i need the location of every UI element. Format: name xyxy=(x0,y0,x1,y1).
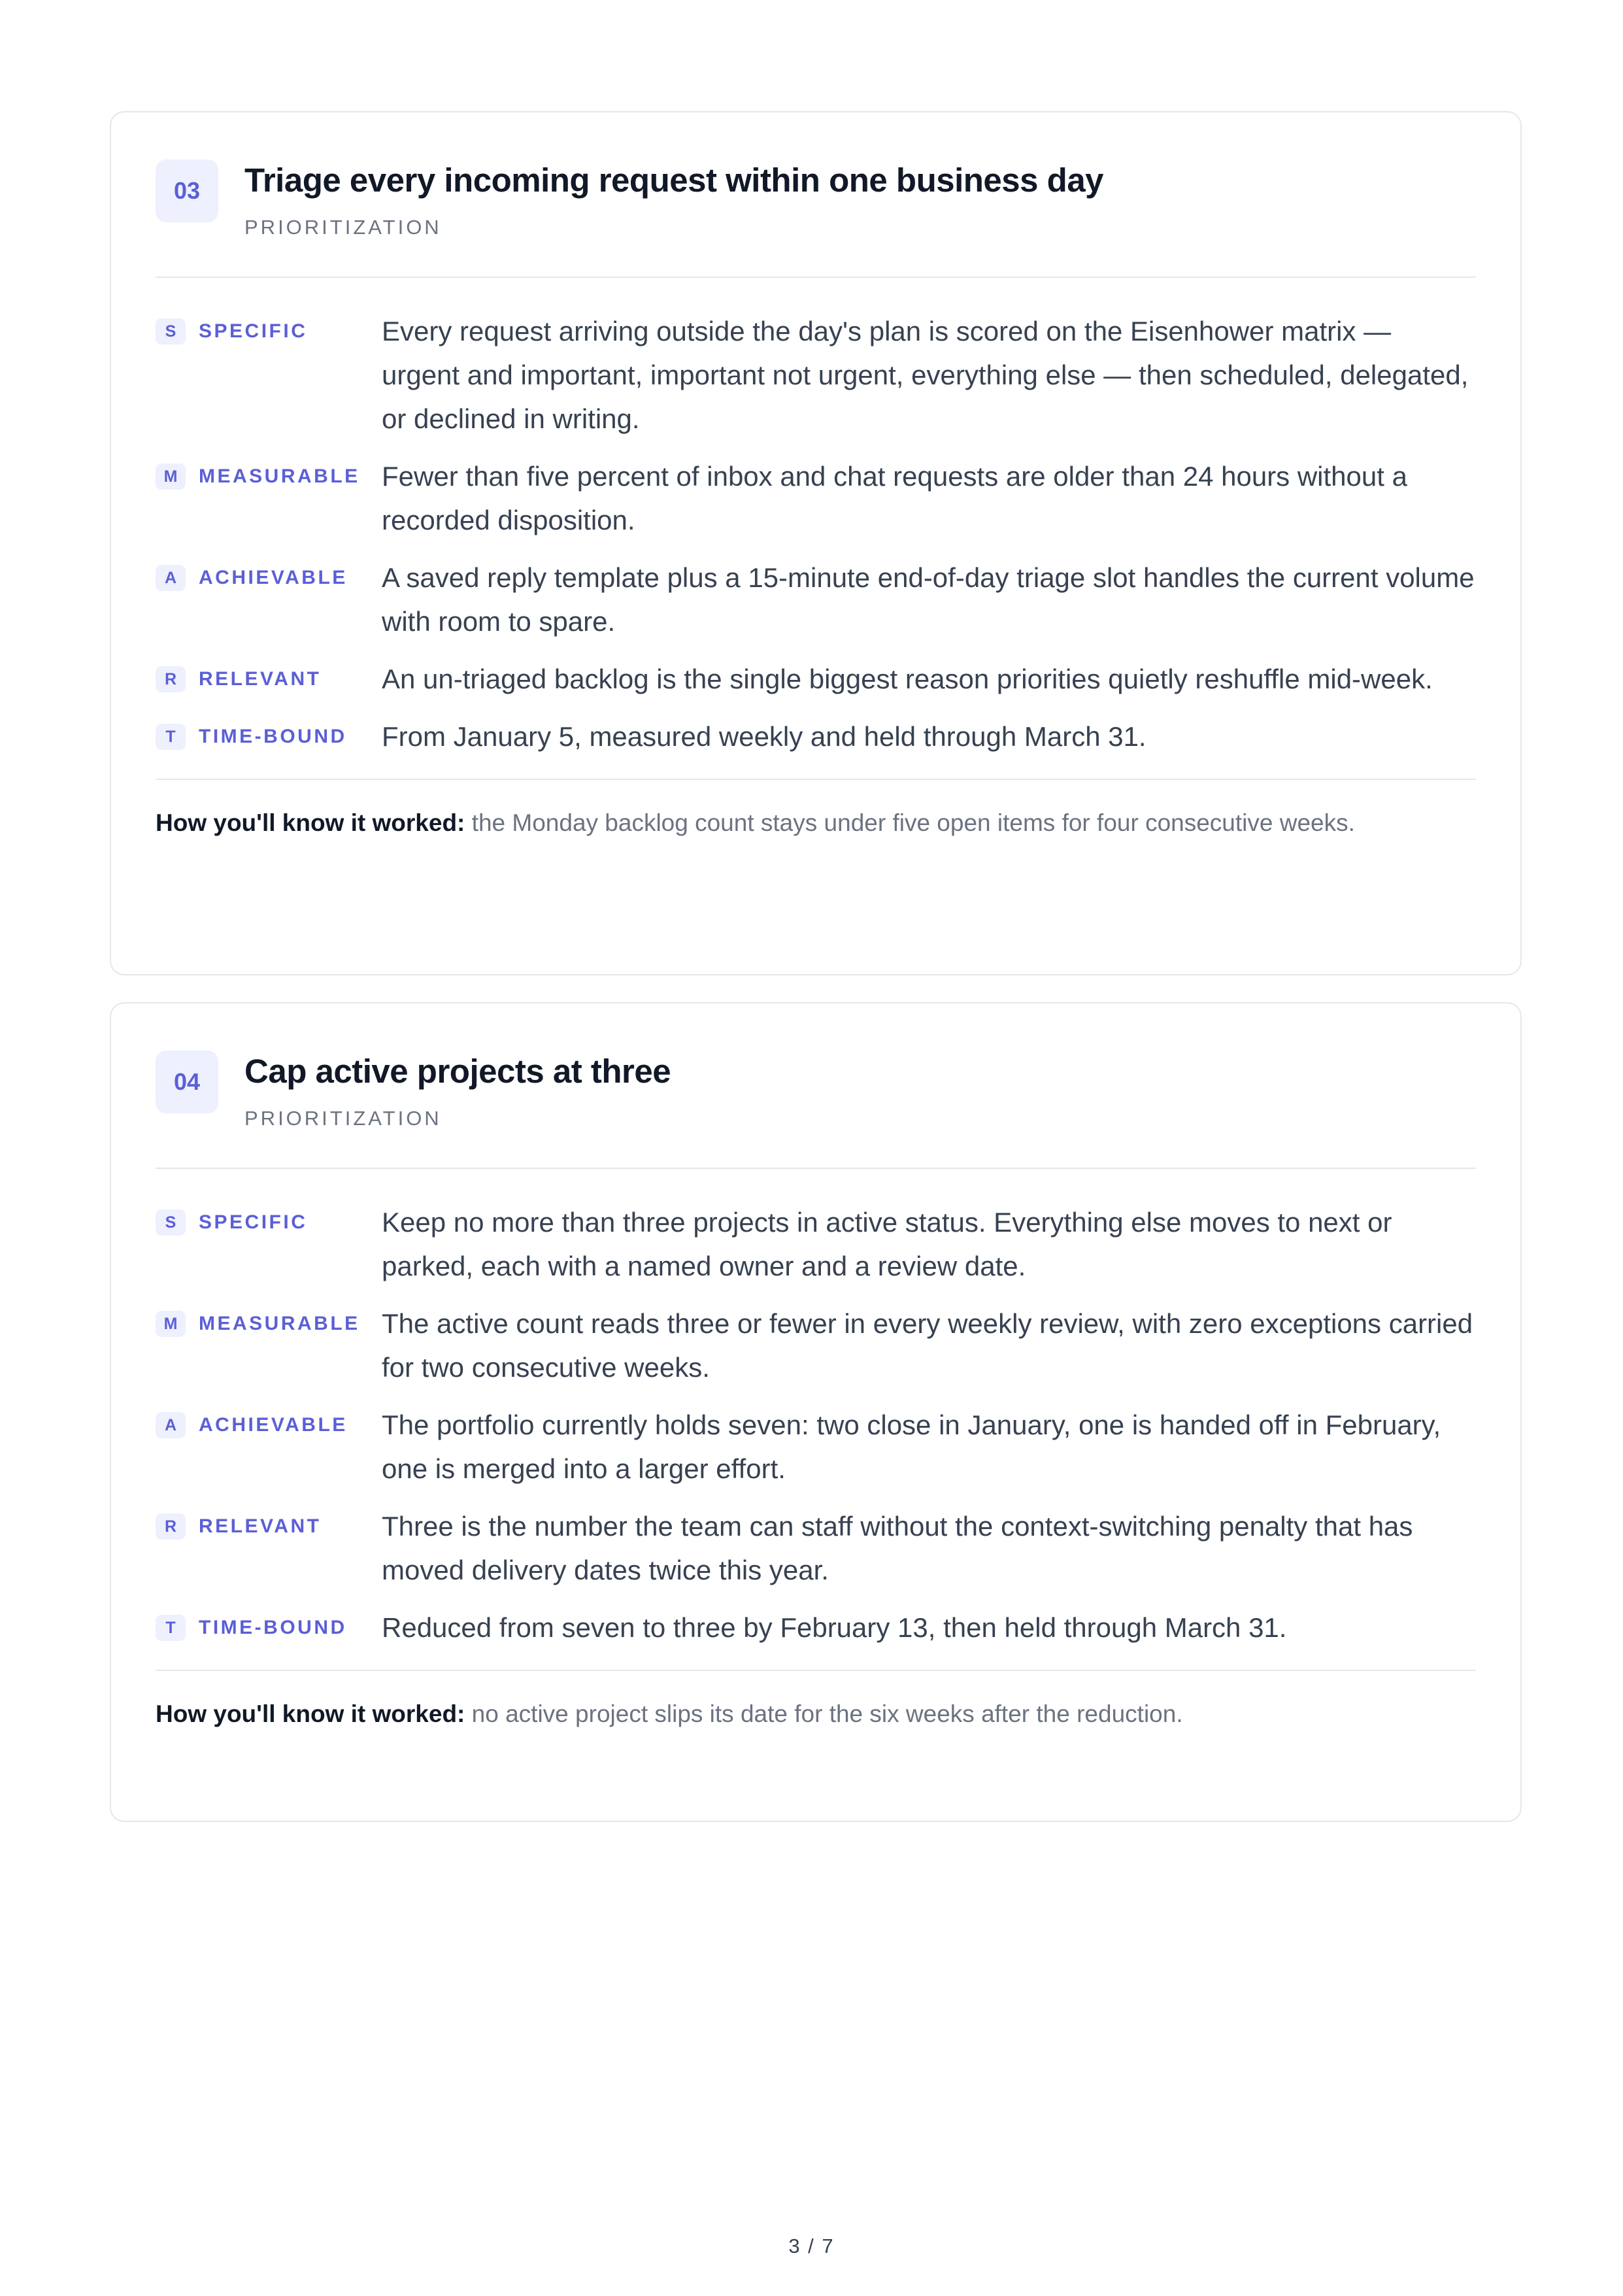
criterion-label xyxy=(156,1410,382,1438)
card-footer xyxy=(156,1670,1476,1730)
criterion-name: ACHIEVABLE xyxy=(199,567,348,588)
criterion-label xyxy=(156,316,382,345)
title-block xyxy=(244,158,1103,239)
criterion-name: TIME-BOUND xyxy=(199,1617,347,1638)
smart-criteria-list xyxy=(156,1169,1476,1649)
criterion-name: RELEVANT xyxy=(199,668,322,690)
criterion-name: RELEVANT xyxy=(199,1515,322,1537)
footer-label: How you'll know it worked: xyxy=(156,809,465,836)
title-block xyxy=(244,1049,671,1130)
letter-badge: M xyxy=(156,464,186,490)
letter-badge: T xyxy=(156,1615,186,1641)
criterion-name: MEASURABLE xyxy=(199,1313,360,1334)
letter-badge: R xyxy=(156,666,186,692)
letter-badge: S xyxy=(156,318,186,345)
card-footer xyxy=(156,779,1476,839)
smart-criteria-list xyxy=(156,278,1476,758)
footer-text: no active project slips its date for the six weeks after the reduction. xyxy=(471,1700,1183,1727)
criterion-achievable xyxy=(156,1410,1476,1491)
letter-badge: T xyxy=(156,724,186,750)
goal-title: Triage every incoming request within one business day xyxy=(244,161,1104,199)
criterion-name: SPECIFIC xyxy=(199,1211,308,1233)
criterion-name: TIME-BOUND xyxy=(199,726,347,747)
criterion-name: ACHIEVABLE xyxy=(199,1414,348,1436)
criterion-label xyxy=(156,1207,382,1236)
criterion-label xyxy=(156,461,382,490)
goal-number-badge: 03 xyxy=(156,160,218,222)
letter-badge: R xyxy=(156,1513,186,1540)
criterion-name: MEASURABLE xyxy=(199,465,360,487)
goal-card xyxy=(110,1002,1522,1822)
criterion-label xyxy=(156,562,382,591)
criterion-text: The active count reads three or fewer in every weekly review, with zero exceptions carried for two consecutive weeks. xyxy=(382,1308,1473,1383)
letter-badge: A xyxy=(156,1412,186,1438)
criterion-text: An un-triaged backlog is the single biggest reason priorities quietly reshuffle mid-week. xyxy=(382,664,1433,694)
criterion-label xyxy=(156,1511,382,1540)
card-header xyxy=(156,158,1476,278)
goal-category: PRIORITIZATION xyxy=(244,216,442,239)
criterion-specific xyxy=(156,316,1476,441)
criterion-label xyxy=(156,1308,382,1337)
criterion-text: Keep no more than three projects in active status. Everything else moves to next or parked, each with a named owner and a review date. xyxy=(382,1207,1392,1281)
criterion-label xyxy=(156,721,382,750)
criterion-name: SPECIFIC xyxy=(199,320,308,342)
criterion-text: Every request arriving outside the day's plan is scored on the Eisenhower matrix — urgent and important, important not urgent, everything else — then scheduled, delegated, or declined in writing. xyxy=(382,316,1469,434)
criterion-text: Three is the number the team can staff without the context-switching penalty that has moved delivery dates twice this year. xyxy=(382,1511,1413,1585)
criterion-text: From January 5, measured weekly and held through March 31. xyxy=(382,721,1146,752)
criterion-measurable xyxy=(156,461,1476,542)
goal-number-badge: 04 xyxy=(156,1051,218,1113)
criterion-measurable xyxy=(156,1308,1476,1389)
page-number: 3 / 7 xyxy=(788,2235,835,2257)
goal-category: PRIORITIZATION xyxy=(244,1107,442,1130)
criterion-achievable xyxy=(156,562,1476,643)
letter-badge: S xyxy=(156,1209,186,1236)
criterion-text: The portfolio currently holds seven: two close in January, one is handed off in February, one is merged into a larger effort. xyxy=(382,1410,1441,1484)
criterion-relevant xyxy=(156,664,1476,701)
goal-title: Cap active projects at three xyxy=(244,1053,671,1090)
criterion-text: Reduced from seven to three by February 13, then held through March 31. xyxy=(382,1612,1287,1643)
criterion-text: A saved reply template plus a 15-minute end-of-day triage slot handles the current volume with room to spare. xyxy=(382,562,1475,637)
footer-label: How you'll know it worked: xyxy=(156,1700,465,1727)
footer-text: the Monday backlog count stays under five open items for four consecutive weeks. xyxy=(471,809,1355,836)
goal-card xyxy=(110,111,1522,975)
criterion-relevant xyxy=(156,1511,1476,1592)
criterion-label xyxy=(156,664,382,692)
card-header xyxy=(156,1049,1476,1169)
letter-badge: M xyxy=(156,1311,186,1337)
criterion-time-bound xyxy=(156,1612,1476,1649)
criterion-text: Fewer than five percent of inbox and chat requests are older than 24 hours without a recorded disposition. xyxy=(382,461,1407,535)
criterion-specific xyxy=(156,1207,1476,1288)
letter-badge: A xyxy=(156,565,186,591)
criterion-time-bound xyxy=(156,721,1476,758)
criterion-label xyxy=(156,1612,382,1641)
